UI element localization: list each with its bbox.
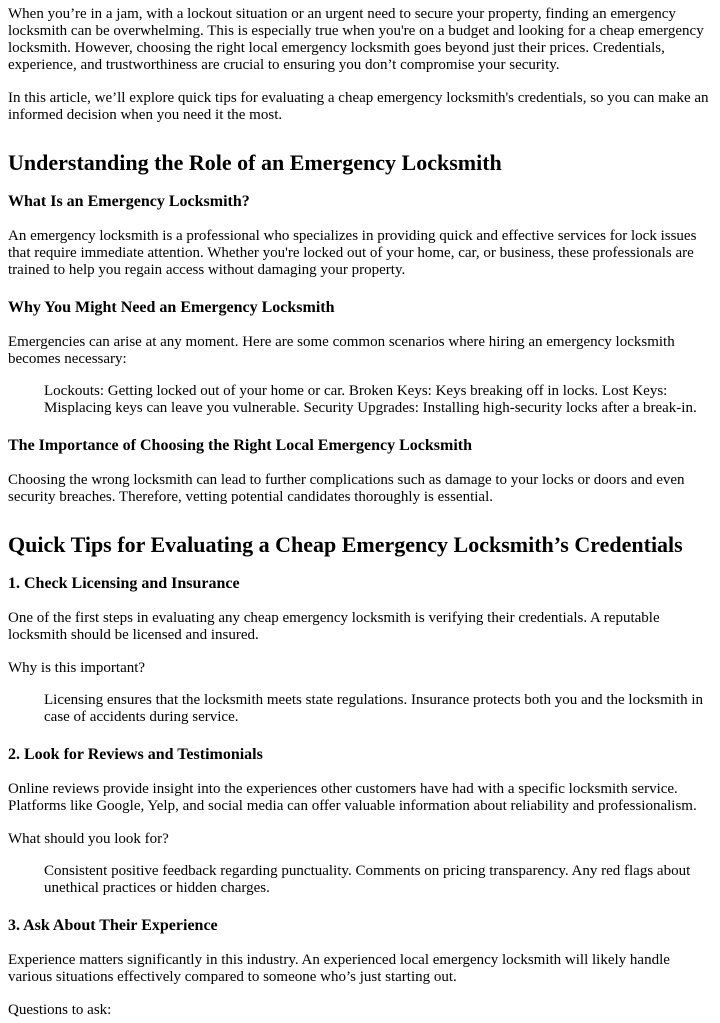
subheading-tip-2: 2. Look for Reviews and Testimonials <box>8 746 263 763</box>
paragraph-importance: Choosing the wrong locksmith can lead to further complications such as damage to your locks or doors and even security breaches. Therefore, vetting potential candidates thoroughly is essential. <box>8 472 685 505</box>
question-tip-2: What should you look for? <box>8 831 169 847</box>
paragraph-tip-1: One of the first steps in evaluating any cheap emergency locksmith is verifying their credentials. A reputable locksmith should be licensed and insured. <box>8 610 660 643</box>
intro-paragraph-2: In this article, we’ll explore quick tips for evaluating a cheap emergency locksmith's credentials, so you can make an informed decision when you need it the most. <box>8 90 709 123</box>
article <box>0 6 714 1019</box>
question-tip-3: Questions to ask: <box>8 1002 112 1018</box>
blockquote-tip-1: Licensing ensures that the locksmith meets state regulations. Insurance protects both you and the locksmith in case of accidents during service. <box>44 692 704 725</box>
subheading-tip-3: 3. Ask About Their Experience <box>8 917 218 934</box>
question-tip-1: Why is this important? <box>8 660 146 676</box>
paragraph-tip-2: Online reviews provide insight into the experiences other customers have had with a specific locksmith service. Platforms like Google, Yelp, and social media can offer valuable information about reliability and professionalism. <box>8 781 697 814</box>
paragraph-tip-3: Experience matters significantly in this industry. An experienced local emergency locksmith will likely handle various situations effectively compared to someone who’s just starting out. <box>8 952 670 985</box>
section-heading-tips: Quick Tips for Evaluating a Cheap Emergency Locksmith’s Credentials <box>8 532 683 557</box>
subheading-why-need: Why You Might Need an Emergency Locksmith <box>8 299 335 316</box>
intro-paragraph-1: When you’re in a jam, with a lockout situation or an urgent need to secure your property, finding an emergency locksmith can be overwhelming. This is especially true when you're on a budget and looking for a cheap emergency locksmith. However, choosing the right local emergency locksmith goes beyond just their prices. Credentials, experience, and trustworthiness are crucial to ensuring you don’t compromise your security. <box>8 6 704 73</box>
paragraph-why-need: Emergencies can arise at any moment. Here are some common scenarios where hiring an emergency locksmith becomes necessary: <box>8 334 675 367</box>
subheading-what-is: What Is an Emergency Locksmith? <box>8 193 250 210</box>
section-heading-role: Understanding the Role of an Emergency Locksmith <box>8 150 502 175</box>
subheading-tip-1: 1. Check Licensing and Insurance <box>8 575 240 592</box>
paragraph-what-is: An emergency locksmith is a professional who specializes in providing quick and effective services for lock issues that require immediate attention. Whether you're locked out of your home, car, or business, these professionals are trained to help you regain access without damaging your property. <box>8 228 697 278</box>
blockquote-tip-2: Consistent positive feedback regarding punctuality. Comments on pricing transparency. Any red flags about unethical practices or hidden charges. <box>44 863 691 896</box>
blockquote-scenarios: Lockouts: Getting locked out of your home or car. Broken Keys: Keys breaking off in locks. Lost Keys: Misplacing keys can leave you vulnerable. Security Upgrades: Installing high-security locks after a break-in. <box>44 383 697 416</box>
subheading-importance: The Importance of Choosing the Right Local Emergency Locksmith <box>8 437 472 454</box>
